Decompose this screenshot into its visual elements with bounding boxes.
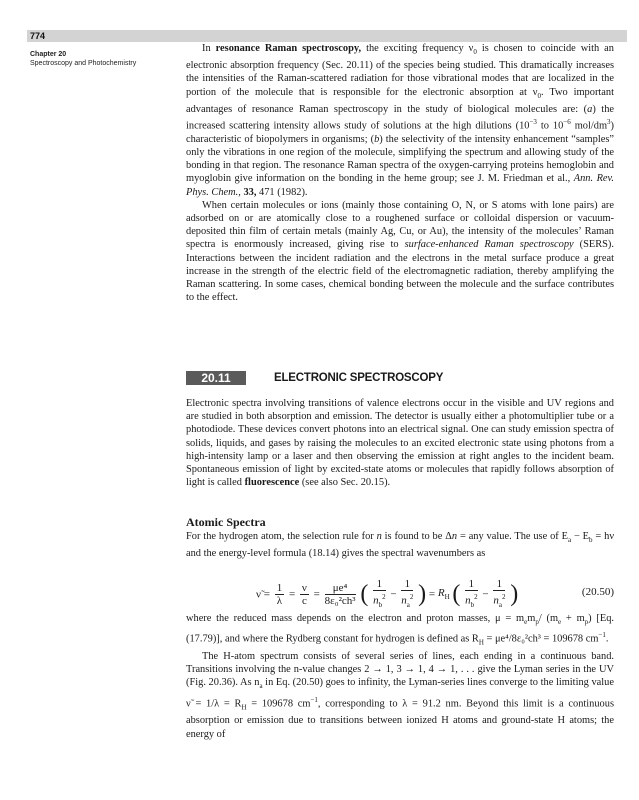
page-header-bar — [27, 30, 627, 42]
equation-number: (20.50) — [581, 586, 614, 598]
chapter-title: Spectroscopy and Photochemistry — [30, 60, 137, 67]
atomic-text — [186, 612, 614, 741]
electronic-text — [186, 397, 614, 489]
paragraph-electronic: Electronic spectra involving transitions of valence electrons occur in the visible and UV regions and are studied in both absorption and emission. The detector is usually either a photomultiplier tube or a photodiode. These devices convert photons into an electrical signal. One can study emission spectra of solids, liquids, and gases by raising the molecules to an excited electronic state using photons from a high-intensity lamp or a laser and then observing the emission at right angles to the incident beam. Spontaneous emission of light by excited-state atoms or molecules that rapidly follows absorption of light is called fluorescence (see also Sec. 20.15). — [186, 398, 614, 489]
paragraph-sers: When certain molecules or ions (mainly those containing O, N, or S atoms with lone pairs) are adsorbed on or are atomically close to a roughened surface or colloidal dispersion or vacuum-deposited thin film of certain metals (mainly Ag, Cu, or Au), the intensity of the molecules’ Raman spectra is enormously increased, giving rise to surface-enhanced Raman spectroscopy (SERS). Interactions between the incident radiation and the electrons in the metal surface produce a great increase in the strength of the electric field of the electromagnetic radiation, thereby amplifying the Raman scattering. In some cases, chemical bonding between the molecule and the surface contributes to the effect. — [186, 199, 614, 304]
paragraph-resonance-raman: In resonance Raman spectroscopy, the exciting frequency $\nu_0$ is chosen to coincide with an electronic absorption frequency (Sec. 20.11) of the species being studied. This dramatically increases the intensities of the Raman-scattered radiation for those vibrational modes that are localized in the portion of the molecule that is responsible for the electronic absorption at $\nu_0$. Two important advantages of resonance Raman spectroscopy in the study of biological molecules are: (a) the increased scattering intensity allows study of solutions at the high dilutions ($10^{-3}$ to $10^{-6}$ mol/$dm^3$) characteristic of biopolymers in organisms; (b) the selectivity of the intensity enhancement “samples” only the vibrations in one region of the molecule, simplifying the spectrum and allowing study of the bonding in that region. The resonance Raman spectra of the oxygen-carrying proteins hemoglobin and myoglobin give information on the bonding in the heme group; see J. M. Friedman et al., Ann. Rev. Phys. Chem., 33, 471 (1982). — [186, 43, 615, 198]
subsection-heading: Atomic Spectra — [186, 515, 266, 529]
section-heading — [186, 371, 614, 385]
paragraph-lyman: The H-atom spectrum consists of several series of lines, each ending in a continuous band. Transitions involving the n-value changes 2 → 1, 3 → 1, 4 → 1, . . . give the Lyman series in the UV (Fig. 20.36). As $n_a$ in Eq. (20.50) goes to infinity, the Lyman-series lines converge to the limiting value ν̃ = $1/\lambda = R_H = 109678$ $cm^{-1}$, corresponding to λ = 91.2 nm. Beyond this limit is a continuous absorption or emission due to transitions between ionized H atoms and ground-state H atoms; the energy of — [186, 651, 614, 740]
atomic-intro: For the hydrogen atom, the selection rule for n is found to be Δn = any value. The use of $E_a - E_b = h\nu$ and the energy-level formula (18.14) gives the spectral wavenumbers as — [186, 531, 615, 560]
page-number: 774 — [30, 31, 46, 41]
raman-text — [186, 42, 614, 304]
paragraph-reduced-mass: where the reduced mass depends on the electron and proton masses, $\mu = m_em_p/$ $(m_e + m_p)$ [Eq. (17.79)], and where the Rydberg constant for hydrogen is defined as $R_H = \mu e^4/8\varepsilon_0^2ch^3 = 109678$ $cm^{-1}$. — [186, 613, 614, 647]
chapter-label: Chapter 20 — [30, 51, 67, 58]
running-head — [30, 50, 180, 68]
equation-20-50: ν̃ = $\frac{1}{\lambda}$ = $\frac{\nu}{c}$ = $\frac{\text{μe⁴}}{\text{8ε₀²ch³}}$ ( $\frac{1}{n_b^2}$ − $\frac{1}{n_a^2}$ ) = $R_H$ ( $\frac{1}{n_b^2}$ − $\frac{1}{n_a^2}$ ) (20.50) — [256, 578, 614, 609]
section-title: ELECTRONIC SPECTROSCOPY — [274, 372, 444, 384]
section-number: 20.11 — [186, 371, 246, 385]
